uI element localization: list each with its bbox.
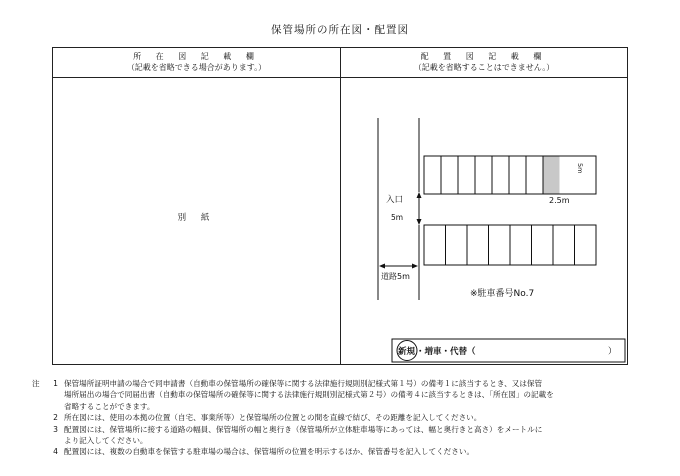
application-type-close: ）: [608, 347, 617, 357]
note-number: [46, 401, 64, 412]
note-number: 2: [53, 413, 58, 423]
layout-map-subheading: （記載を省略することはできません。）: [413, 63, 555, 72]
highlighted-parking-space: [544, 157, 560, 194]
note-marker: [32, 401, 46, 412]
parking-number-label: ※駐車番号No.7: [470, 289, 535, 299]
note-number: 3: [53, 424, 58, 434]
note-line: [32, 378, 642, 389]
note-number: [46, 435, 64, 446]
space-width-label: 2.5m: [549, 196, 570, 205]
space-depth-label: 5m: [576, 163, 584, 174]
location-map-heading: 所 在 図 記 載 欄: [133, 52, 260, 61]
note-number: 1: [53, 379, 58, 388]
note-line: [32, 412, 642, 423]
arrow-left-icon: [379, 264, 385, 269]
note-number: [46, 389, 64, 400]
entrance-label: 入口: [386, 195, 404, 205]
parking-row-top: [424, 156, 596, 194]
note-line: [32, 389, 642, 400]
application-type-options: ・増車・代替（: [416, 347, 476, 357]
note-text: 省略することができます。: [64, 401, 155, 411]
note-text: 配置図には、保管場所に接する道路の幅員、保管場所の幅と奥行き（保管場所が立体駐車場等にあっては、幅と奥行きと高さ）をメートルに: [64, 424, 543, 434]
location-map-subheading: （記載を省略できる場合があります。）: [126, 63, 267, 72]
note-text: 場所届出の場合で同届出書（自動車の保管場所の確保等に関する法律施行規則別記様式第２号）の備考４に該当するときは、「所在図」の記載を: [64, 390, 554, 400]
arrow-right-icon: [412, 264, 418, 269]
note-text: より記入してください。: [64, 436, 148, 446]
note-text: 配置図には、複数の自動車を保管する駐車場の場合は、保管場所の位置を明示するほか、保管番号を記入してください。: [64, 447, 475, 457]
note-number: 4: [53, 447, 58, 457]
note-marker: [32, 389, 46, 400]
page-title: 保管場所の所在図・配置図: [271, 24, 409, 36]
parking-spaces-top: [441, 156, 560, 194]
note-text: 所在図には、使用の本拠の位置（自宅、事業所等）と保管場所の位置との間を直線で結び、その距離を記入してください。: [64, 413, 482, 423]
application-type-new: 新規: [398, 347, 416, 357]
parking-spaces-bottom: [446, 225, 575, 265]
layout-map-heading: 配 置 図 記 載 欄: [420, 52, 548, 61]
note-marker: [32, 424, 46, 435]
arrow-down-icon: [417, 219, 422, 225]
arrow-up-icon: [417, 192, 422, 198]
note-marker: [32, 435, 46, 446]
note-text: 保管場所証明申請の場合で同申請書（自動車の保管場所の確保等に関する法律施行規則別記様式第１号）の備考１に該当するとき、又は保管: [64, 379, 543, 388]
separate-sheet-note: 別 紙: [177, 213, 216, 223]
notes-list: [32, 378, 642, 458]
note-line: [32, 435, 642, 446]
note-marker: 注: [32, 379, 40, 388]
note-line: [32, 401, 642, 412]
note-line: [32, 446, 642, 457]
note-marker: [32, 446, 46, 457]
road-width-label: 道路5m: [381, 272, 410, 281]
note-marker: [32, 412, 46, 423]
notes-section: [32, 378, 642, 458]
entrance-width-label: 5m: [391, 213, 404, 222]
note-line: [32, 424, 642, 435]
